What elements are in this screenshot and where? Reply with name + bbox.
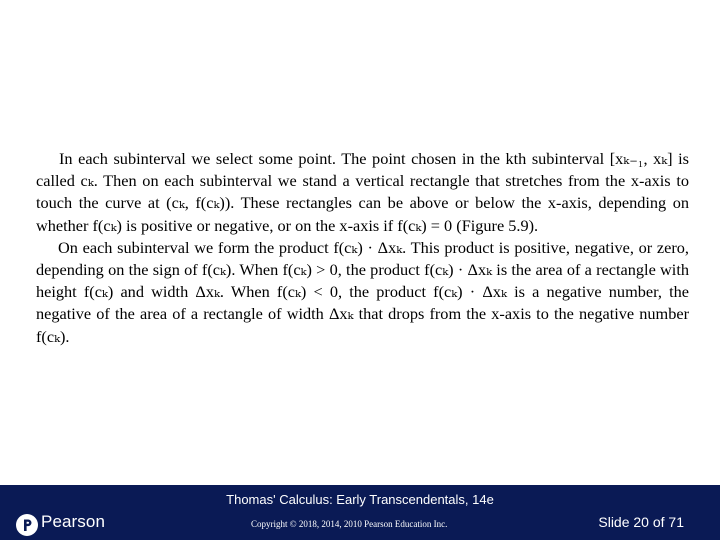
paragraph-product-sign: On each subinterval we form the product f(cₖ) · Δxₖ. This product is positive, negative, or zero, depending on the sign of f(cₖ). When f(cₖ) > 0, the product f(cₖ) · Δxₖ is the area of a rectangle with height f(cₖ) and width Δxₖ. When f(cₖ) < 0, the product f(cₖ) · Δxₖ is a negative number, the negative of the area of a rectangle of width Δxₖ that drops from the x-axis to the negative number f(cₖ). [36,237,689,346]
paragraph-subinterval-rectangles: In each subinterval we select some point. The point chosen in the kth subinterval [xₖ₋₁, xₖ] is called cₖ. Then on each subinterval we stand a vertical rectangle that stretches from the x-axis to touch the curve at (cₖ, f(cₖ)). These rectangles can be above or below the x-axis, depending on whether f(cₖ) is positive or negative, or on the x-axis if f(cₖ) = 0 (Figure 5.9). [36,149,689,235]
copyright-notice: Copyright © 2018, 2014, 2010 Pearson Education Inc. [251,519,448,529]
slide-body-text [36,148,689,348]
pearson-logo-icon [16,514,38,536]
slide-number: Slide 20 of 71 [598,514,684,530]
pearson-logo-text: Pearson [41,512,106,531]
book-title: Thomas' Calculus: Early Transcendentals, 14e [226,492,494,507]
